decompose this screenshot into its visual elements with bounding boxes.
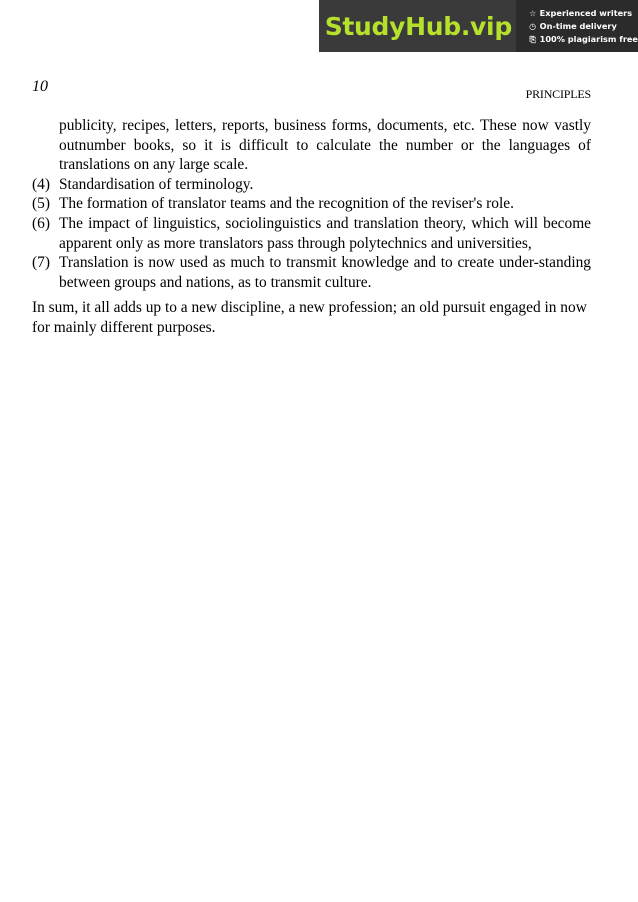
list-item-text: Translation is now used as much to transmit knowledge and to create under-standing between groups and nations, as to transmit culture. <box>59 254 591 291</box>
running-head: PRINCIPLES <box>525 87 591 101</box>
document-check-icon: ⎘ <box>529 34 536 44</box>
page-body <box>32 116 591 338</box>
list-item-text: Standardisation of terminology. <box>59 175 254 193</box>
feature-label: 100% plagiarism free <box>539 33 638 44</box>
feature-on-time-delivery <box>528 21 638 32</box>
studyhub-logo[interactable] <box>319 0 516 52</box>
feature-plagiarism-free <box>528 34 638 45</box>
page-number: 10 <box>32 78 48 95</box>
list-item-number: (4) <box>32 175 50 193</box>
banner-features <box>516 0 638 52</box>
continued-paragraph: publicity, recipes, letters, reports, business forms, documents, etc. These now vastly outnumber books, so it is difficult to calculate the number or the languages of translations on any large scale. <box>59 117 591 174</box>
list-item <box>32 253 591 292</box>
list-item-number: (7) <box>32 254 50 272</box>
feature-label: On-time delivery <box>539 20 617 31</box>
list-item <box>32 194 591 214</box>
clock-icon: ◷ <box>529 21 537 31</box>
logo-text[interactable]: StudyHub.vip <box>324 11 512 41</box>
list-item-text: The formation of translator teams and the recognition of the reviser's role. <box>59 195 514 213</box>
list-item-number: (5) <box>32 195 50 213</box>
feature-label: Experienced writers <box>539 7 633 18</box>
feature-experienced-writers <box>528 8 638 19</box>
star-icon: ☆ <box>529 8 537 18</box>
list-item <box>32 175 591 195</box>
list-item <box>32 214 591 253</box>
list-item-text: The impact of linguistics, sociolinguistics and translation theory, which will become apparent only as more translators pass through polytechnics and universities, <box>59 214 591 252</box>
list-item-number: (6) <box>32 214 50 232</box>
summary-paragraph: In sum, it all adds up to a new discipline, a new profession; an old pursuit engaged in now for mainly different purposes. <box>32 299 587 336</box>
studyhub-banner[interactable] <box>319 0 638 52</box>
